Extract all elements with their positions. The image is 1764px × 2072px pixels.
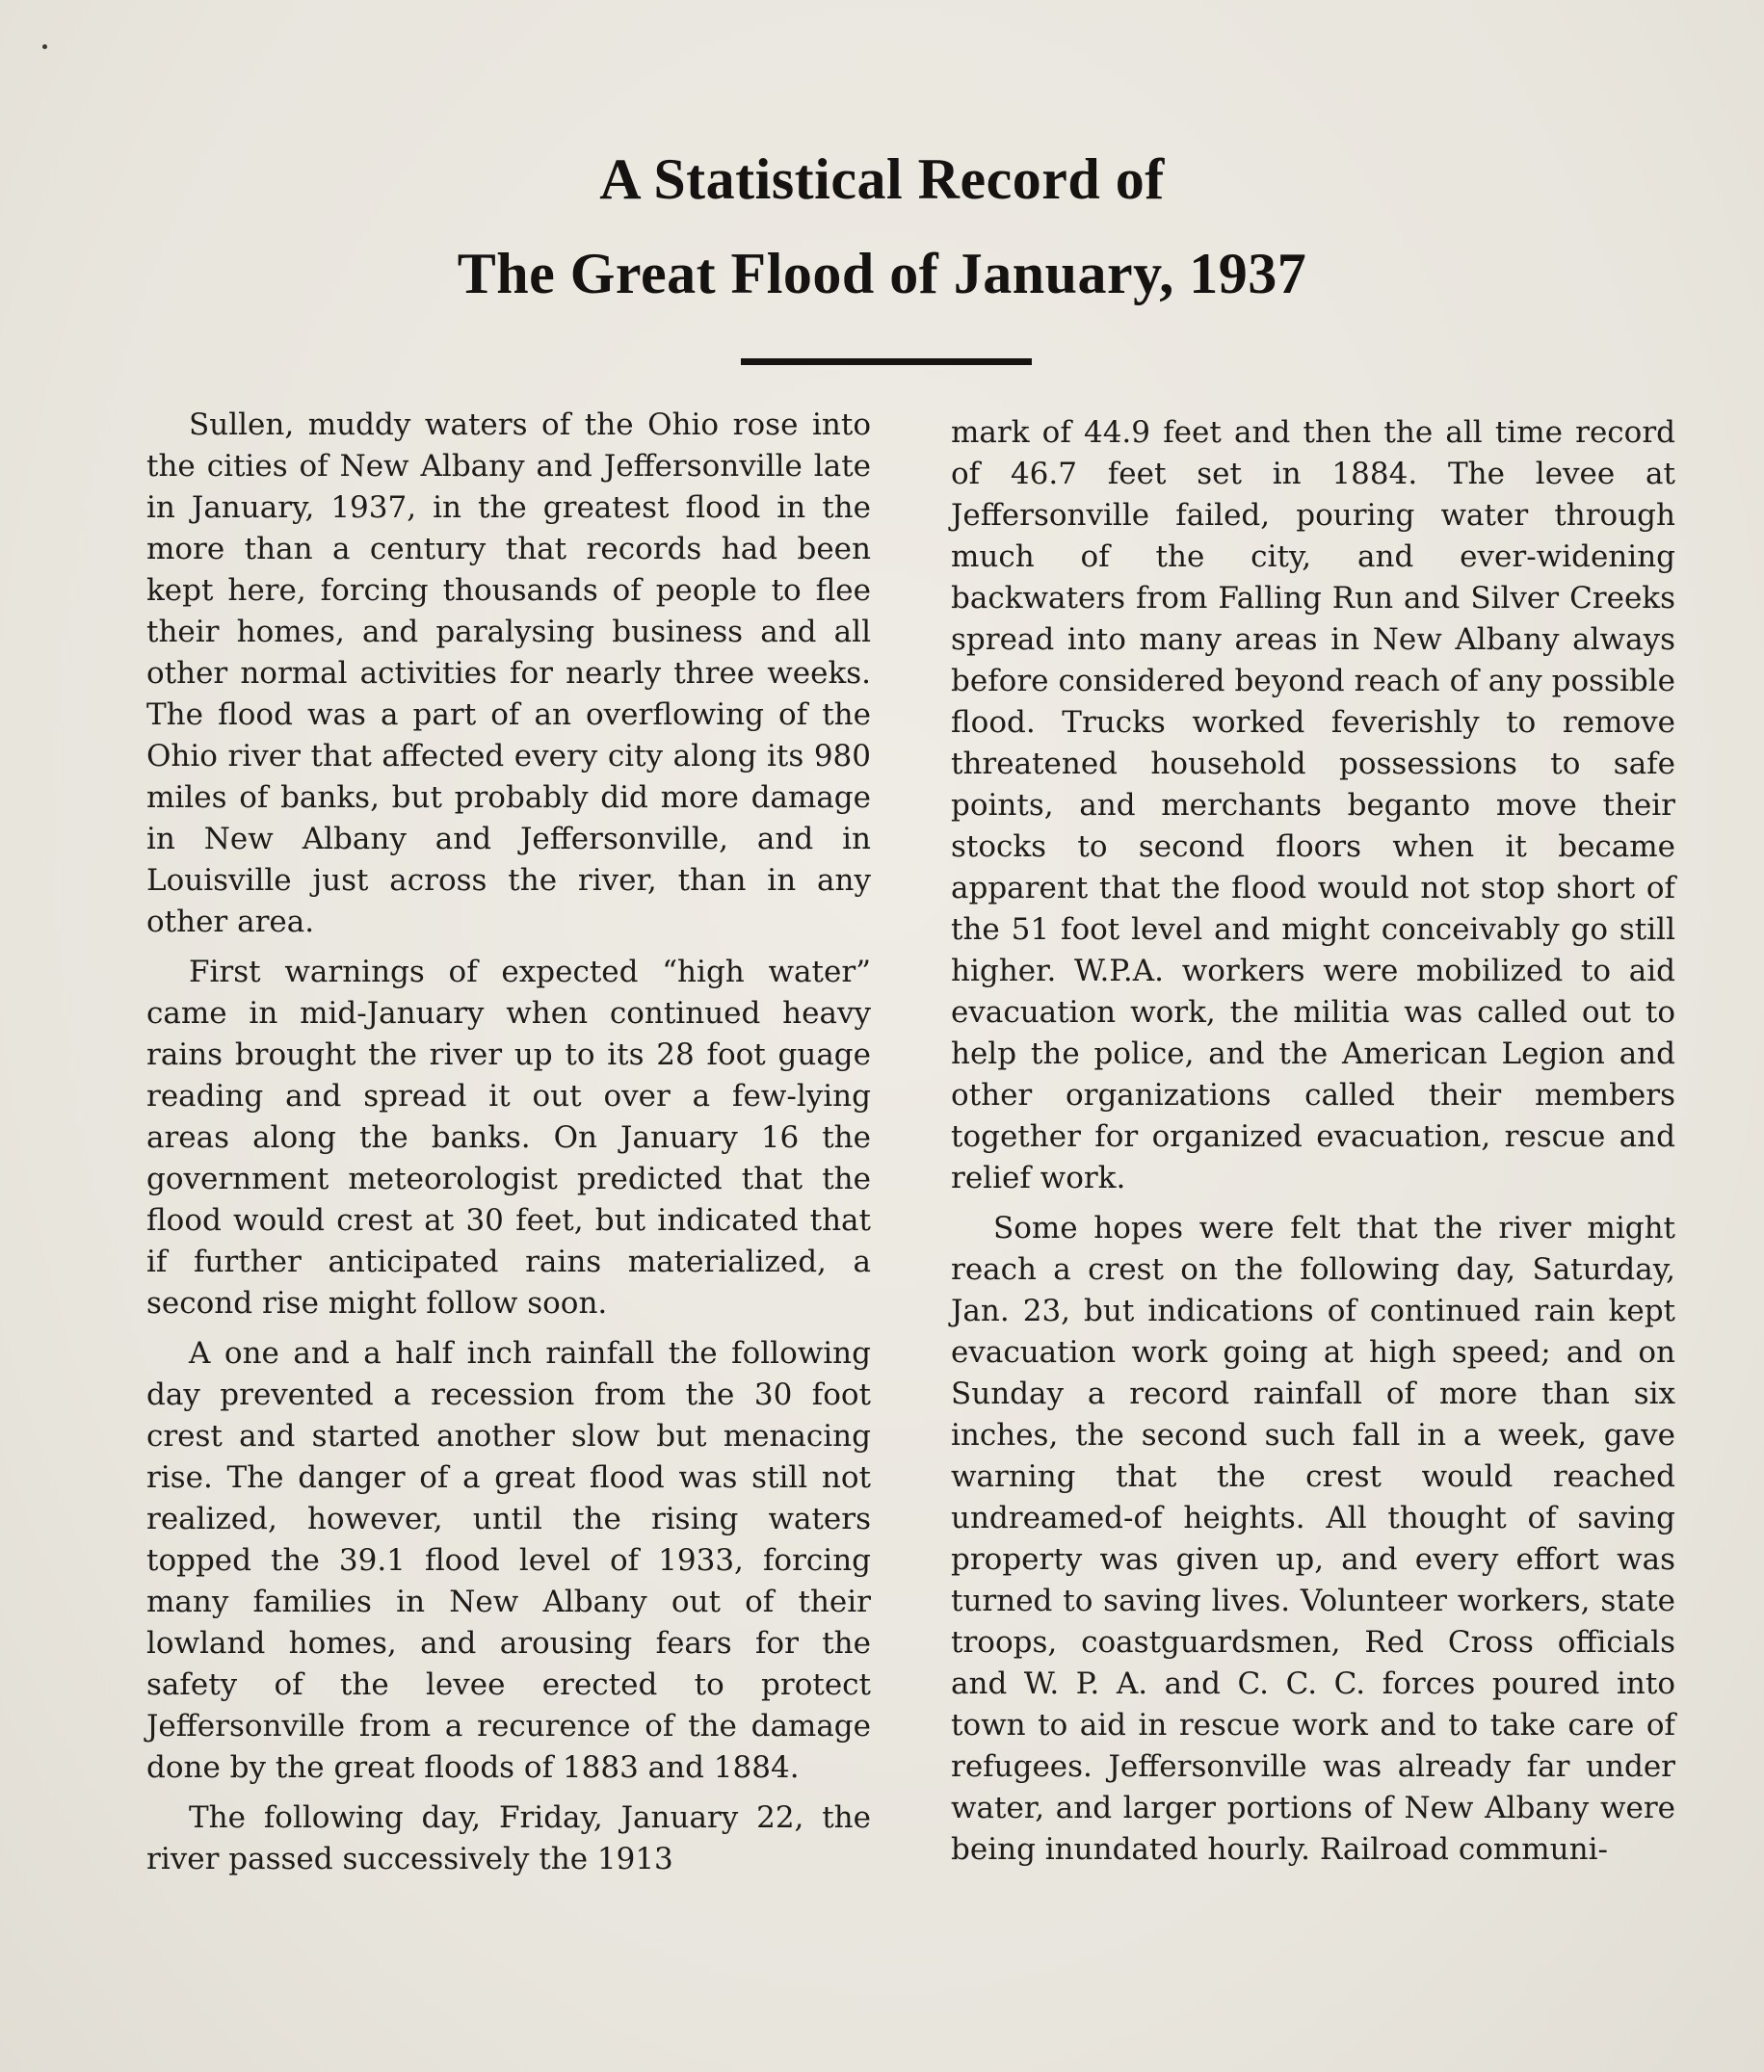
- left-column: [146, 405, 871, 1889]
- title-line-1: A Statistical Record of: [599, 147, 1165, 211]
- paragraph: A one and a half inch rainfall the following day prevented a recession from the 30 foot crest and started another slow but menacing rise. The danger of a great flood was still not realized, however, until the rising waters topped the 39.1 flood level of 1933, forcing many families in New Albany out of their lowland homes, and arousing fears for the safety of the levee erected to protect Jeffersonville from a recurence of the damage done by the great floods of 1883 and 1884.: [146, 1336, 871, 1785]
- paragraph: Some hopes were felt that the river might reach a crest on the following day, Saturday, Jan. 23, but indications of continued rain kept evacuation work going at high speed; and on Sunday a record rainfall of more than six inches, the second such fall in a week, gave warning that the crest would reached undreamed-of heights. All thought of saving property was given up, and every effort was turned to saving lives. Volunteer workers, state troops, coastguardsmen, Red Cross officials and W. P. A. and C. C. C. forces poured into town to aid in rescue work and to take care of refugees. Jeffersonville was already far under water, and larger portions of New Albany were being inundated hourly. Railroad communi-: [951, 1211, 1675, 1867]
- title-line-2: The Great Flood of January, 1937: [457, 242, 1307, 305]
- paragraph: mark of 44.9 feet and then the all time record of 46.7 feet set in 1884. The levee at Jeffersonville failed, pouring water through much of the city, and ever-widening backwaters from Falling Run and Silver Creeks spread into many areas in New Albany always before considered beyond reach of any possible flood. Trucks worked feverishly to remove threatened household possessions to safe points, and merchants beganto move their stocks to second floors when it became apparent that the flood would not stop short of the 51 foot level and might conceivably go still higher. W.P.A. workers were mobilized to aid evacuation work, the militia was called out to help the police, and the American Legion and other organizations called their members together for organized evacuation, rescue and relief work.: [951, 415, 1675, 1195]
- ink-speck: [42, 44, 47, 49]
- paragraph: Sullen, muddy waters of the Ohio rose into the cities of New Albany and Jeffersonville late in January, 1937, in the greatest flood in the more than a century that records had been kept here, forcing thousands of people to flee their homes, and paralysing business and all other normal activities for nearly three weeks. The flood was a part of an overflowing of the Ohio river that affected every city along its 980 miles of banks, but probably did more damage in New Albany and Jeffersonville, and in Louisville just across the river, than in any other area.: [146, 407, 871, 939]
- paragraph: The following day, Friday, January 22, the river passed successively the 1913: [146, 1800, 871, 1876]
- paragraph: First warnings of expected “high water” came in mid-January when continued heavy rains brought the river up to its 28 foot guage reading and spread it out over a few-lying areas along the banks. On January 16 the government meteorologist predicted that the flood would crest at 30 feet, but indicated that if further anticipated rains materialized, a second rise might follow soon.: [146, 955, 871, 1321]
- title-rule: [741, 358, 1032, 365]
- right-column: [951, 412, 1675, 1879]
